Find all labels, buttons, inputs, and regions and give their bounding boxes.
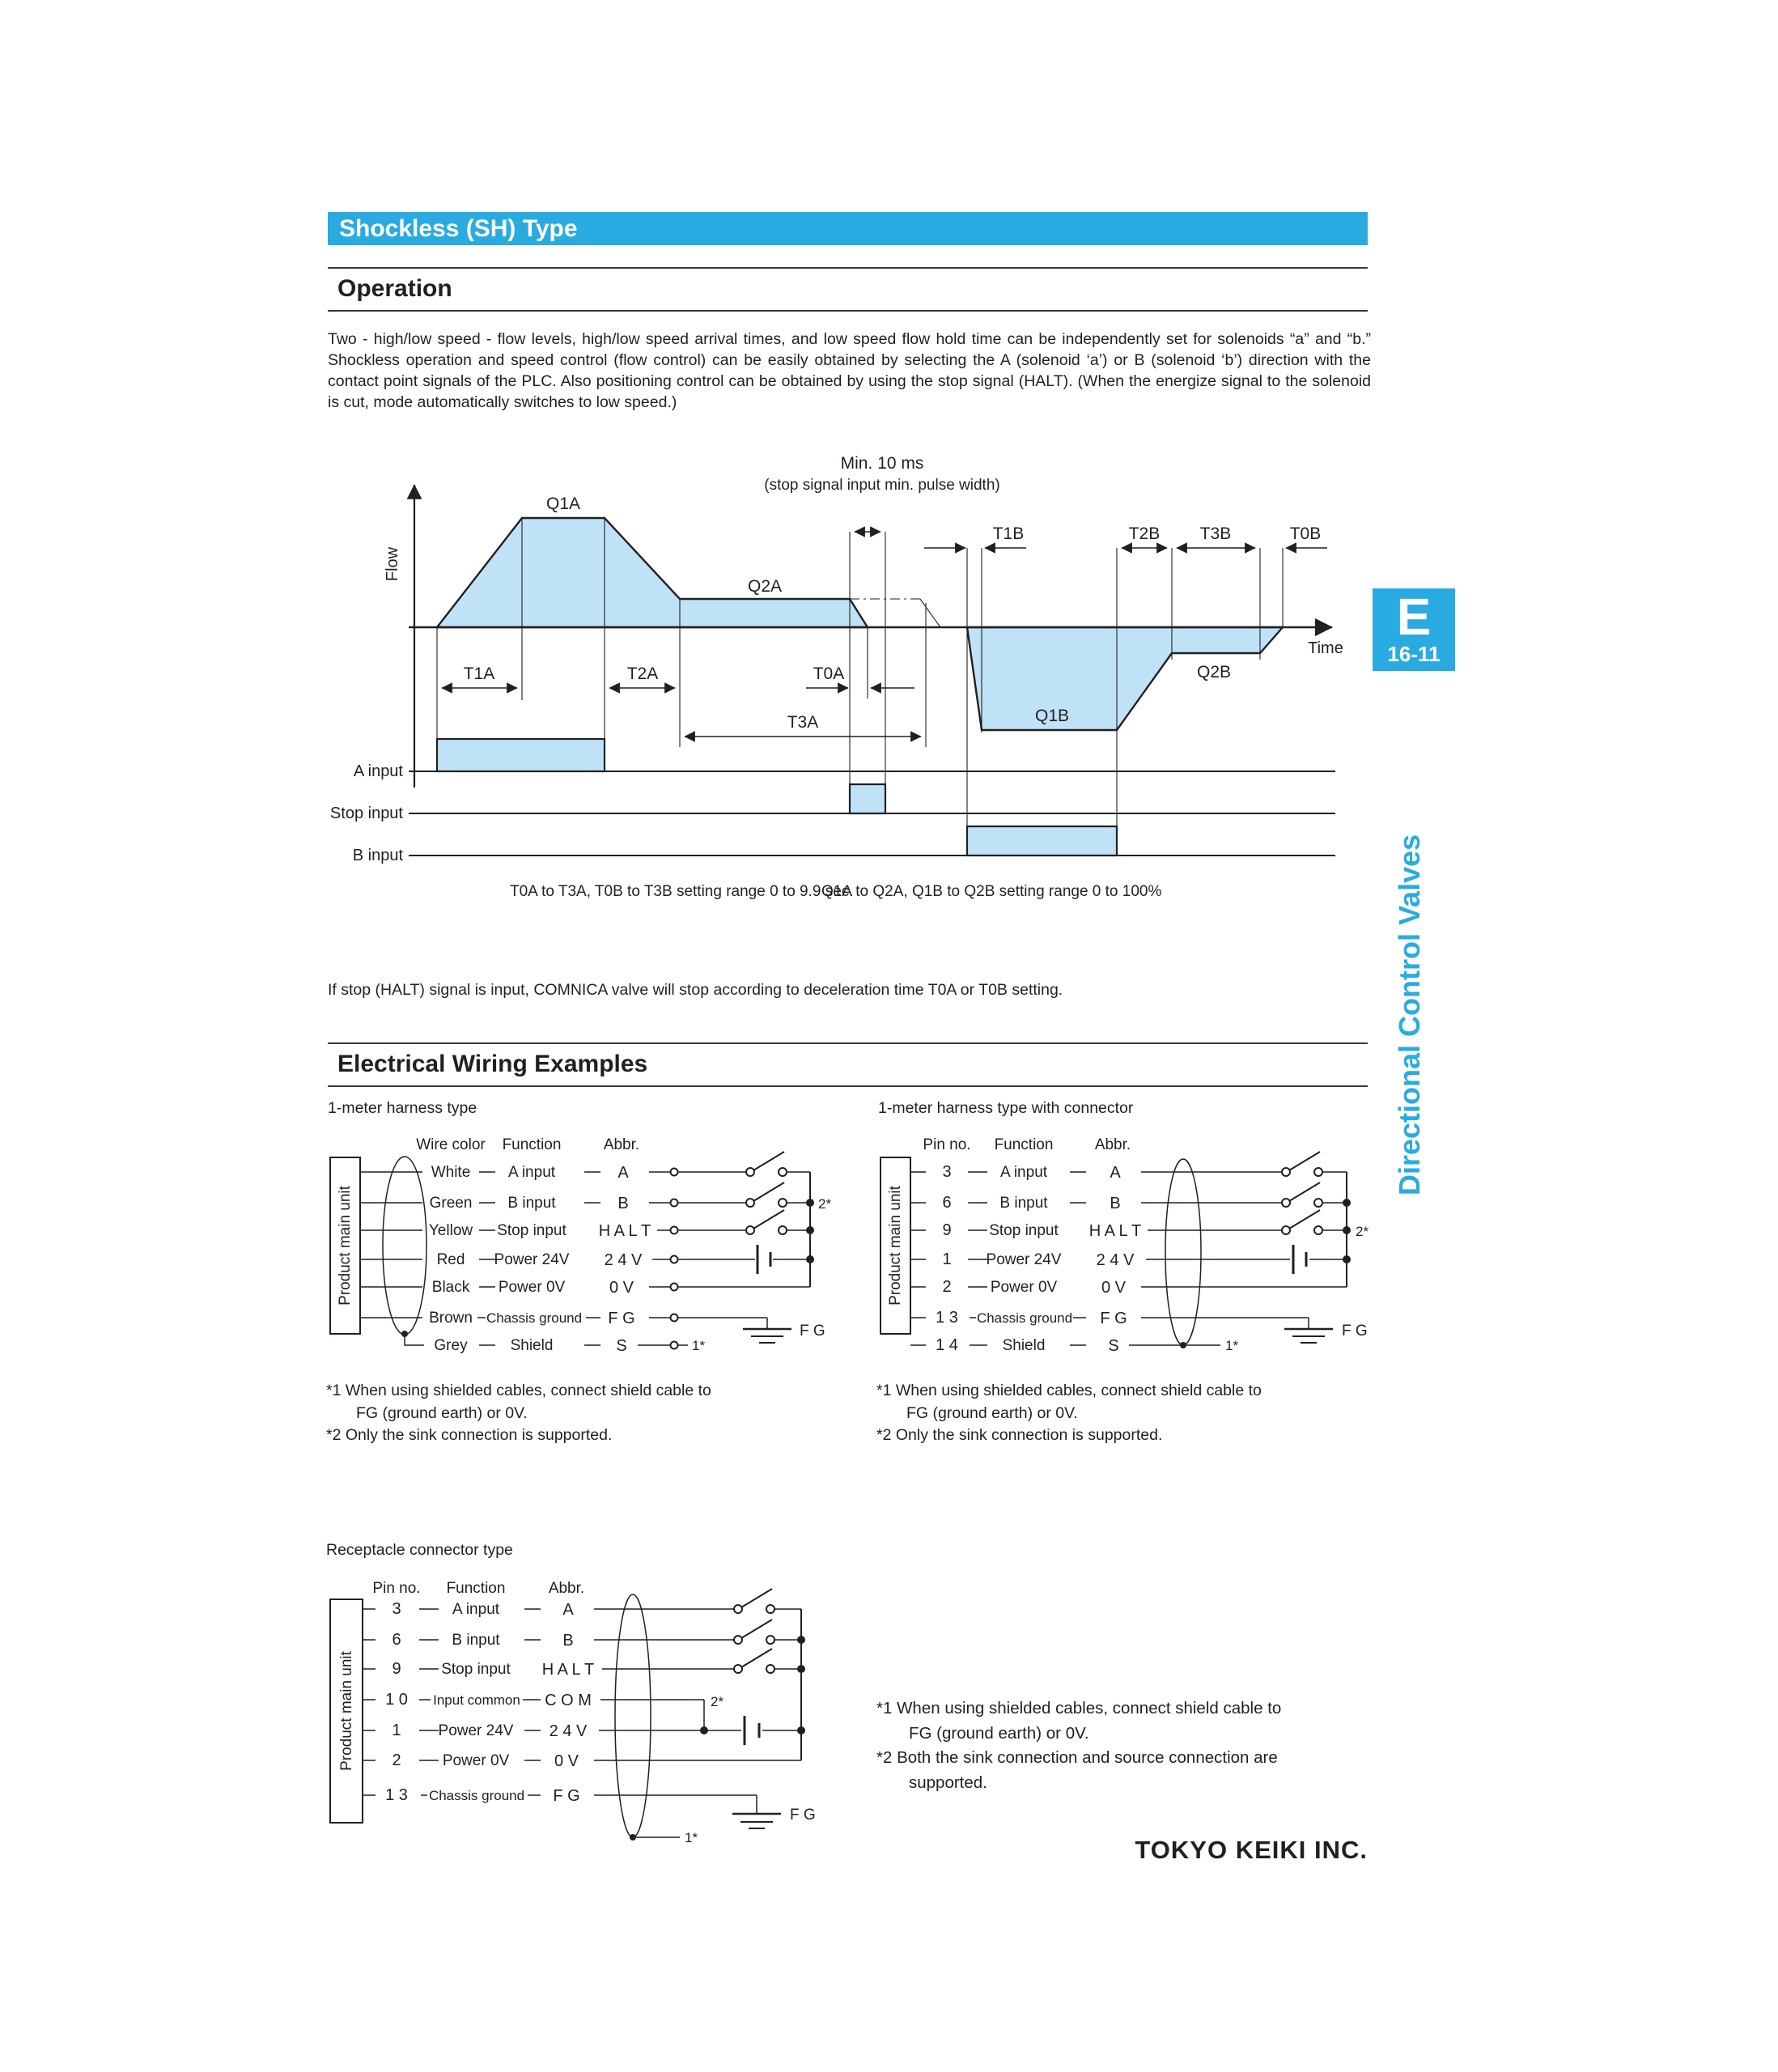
flow-axis-label: Flow [384,546,401,582]
timing-caption-right: Q1A to Q2A, Q1B to Q2B setting range 0 to 100% [821,883,1162,900]
operation-heading: Operation [328,267,1368,312]
d2-fg-label: F G [1342,1323,1368,1340]
d2-pin: 6 [942,1194,952,1212]
harness-connector-wiring-diagram [874,1133,1408,1376]
d3-battery-symbol [745,1716,759,1745]
d1-function: A input [507,1164,556,1181]
d2-abbr: A [1110,1164,1121,1182]
d3-ground-symbol [732,1814,781,1828]
d2-abbr: 2 4 V [1096,1251,1135,1269]
harness-connector-title: 1-meter harness type with connector [878,1099,1134,1117]
d3-function: A input [452,1601,500,1618]
d2-switch-symbols [1282,1152,1322,1234]
d1-function: Power 24V [494,1251,570,1268]
d2-function: Power 24V [986,1251,1062,1268]
d3-abbr: F G [553,1787,580,1805]
d1-col2-header: Function [502,1136,562,1153]
q2b-label: Q2B [1196,663,1232,681]
note-line: *2 Only the sink connection is supported. [326,1426,613,1444]
d3-function: Chassis ground [428,1788,525,1803]
d2-battery-symbol [1293,1245,1306,1274]
d1-terminal-circles [671,1169,678,1349]
d3-ref1-marker: 1* [685,1830,698,1845]
q1b-label: Q1B [1034,707,1070,725]
receptacle-notes [876,1696,1394,1795]
d2-pin: 1 3 [936,1309,958,1327]
intro-paragraph: Two - high/low speed - flow levels, high/low speed arrival times, and low speed flow hold time can be independently set for solenoids “a” and “b.” Shockless operation and speed control (flow control) can be easily obtained by selecting the A (solenoid ‘a’) or B (solenoid ‘b’) direction with the contact point signals of the PLC. Also positioning control can be obtained by using the stop signal (HALT). (When the energize signal to the solenoid is cut, mode automatically switches to low speed.) [328,330,1371,411]
d2-abbr: 0 V [1101,1279,1127,1297]
d1-wirecolor: Red [436,1251,465,1268]
t2b-label: T2B [1128,524,1161,543]
receptacle-title: Receptacle connector type [326,1541,513,1559]
d2-pin: 2 [942,1278,952,1296]
d3-function: Stop input [441,1661,511,1678]
d3-col3-header: Abbr. [548,1580,585,1597]
d3-junction-dots [630,1636,805,1841]
d2-col1-header: Pin no. [923,1136,971,1153]
d1-wirecolor: Black [431,1279,470,1296]
d3-col1-header: Pin no. [372,1580,421,1597]
harness-connector-notes [876,1380,1394,1447]
d3-pin: 3 [392,1600,401,1618]
d2-abbr: B [1110,1195,1121,1212]
t0b-label: T0B [1289,524,1322,543]
note-line: *1 When using shielded cables, connect shield cable to [876,1382,1262,1399]
d1-wire-lines [360,1172,810,1345]
section-tab-category: Directional Control Valves [1393,834,1426,1195]
d3-pin: 1 0 [385,1691,408,1709]
d3-abbr: C O M [545,1692,592,1709]
d1-function: Shield [510,1337,554,1354]
section-header-bar: Shockless (SH) Type [328,212,1368,245]
min-pulse-line1: Min. 10 ms [840,454,924,473]
d1-wirecolor: White [431,1164,471,1181]
section-tab [1373,588,1455,671]
d3-abbr: 2 4 V [549,1722,588,1740]
d2-pin: 9 [942,1221,952,1239]
d2-pin: 3 [942,1163,952,1181]
d2-col3-header: Abbr. [1094,1136,1131,1153]
d1-wirecolor: Green [429,1195,473,1212]
note-line: FG (ground earth) or 0V. [906,1403,1078,1422]
note-line: supported. [909,1773,987,1792]
d1-function: Chassis ground [486,1310,583,1326]
d2-abbr: F G [1100,1310,1127,1327]
d3-pin: 2 [392,1751,401,1769]
d3-pin: 9 [392,1660,401,1678]
note-line: *2 Both the sink connection and source connection are [876,1748,1278,1767]
d1-abbr: F G [608,1310,635,1327]
d1-wirecolor: Grey [434,1337,468,1354]
d1-function: Power 0V [498,1279,566,1296]
d2-ground-symbol [1284,1329,1333,1343]
d1-abbr: H A L T [598,1222,651,1240]
t2a-label: T2A [626,664,659,683]
d1-col3-header: Abbr. [603,1136,640,1153]
d2-function: Chassis ground [976,1310,1073,1326]
receptacle-wiring-diagram [324,1578,874,1870]
d2-function: Stop input [989,1222,1059,1239]
d1-ref1-marker: 1* [692,1338,706,1353]
d2-abbr: S [1108,1337,1119,1355]
d3-pin: 1 3 [385,1786,408,1804]
halt-note: If stop (HALT) signal is input, COMNICA valve will stop according to deceleration time T0A or T0B setting. [328,981,1063,999]
d1-col1-header: Wire color [416,1136,486,1153]
d2-function: Power 0V [990,1279,1058,1296]
d1-abbr: A [617,1164,629,1182]
d3-function: Input common [433,1692,520,1708]
q1a-label: Q1A [545,495,581,513]
note-line: *1 When using shielded cables, connect shield cable to [326,1382,711,1399]
d1-abbr: 2 4 V [604,1251,643,1269]
d2-pin: 1 4 [936,1336,958,1354]
d1-function: Stop input [497,1222,566,1239]
flow-curve-b-solenoid [967,627,1283,730]
d3-abbr: 0 V [554,1752,579,1770]
d1-function: B input [507,1195,556,1212]
d1-ground-symbol [743,1329,791,1343]
timing-caption-left: T0A to T3A, T0B to T3B setting range 0 to 9.9 sec. [510,883,854,900]
d2-junction-dots [1180,1199,1351,1348]
section-tab-letter: E [1396,588,1432,646]
d3-cable-bundle-ellipse [615,1594,651,1837]
d3-col2-header: Function [446,1580,506,1597]
wiring-heading: Electrical Wiring Examples [328,1042,1368,1087]
d2-ref2-marker: 2* [1356,1224,1369,1239]
input-signal-traces [409,739,1335,856]
d1-switch-symbols [746,1152,787,1234]
note-line: *2 Only the sink connection is supported. [876,1426,1163,1444]
harness-notes [326,1380,844,1447]
a-input-label: A input [353,762,403,780]
time-axis-label: Time [1308,639,1343,657]
d1-fg-label: F G [800,1323,825,1340]
harness-wiring-diagram [324,1133,858,1376]
d3-pin: 1 [392,1722,401,1739]
note-line: *1 When using shielded cables, connect shield cable to [876,1699,1282,1717]
d2-abbr: H A L T [1088,1222,1142,1240]
d2-product-main-unit-label: Product main unit [887,1186,904,1306]
d3-switch-symbols [734,1589,774,1673]
d1-wirecolor: Brown [429,1310,473,1327]
d3-pin: 6 [392,1631,401,1649]
min-pulse-line2: (stop signal input min. pulse width) [764,477,1000,494]
note-line: FG (ground earth) or 0V. [356,1403,528,1422]
d1-abbr: 0 V [609,1279,634,1297]
d3-function: Power 0V [442,1752,510,1769]
d1-product-main-unit-label: Product main unit [337,1186,354,1306]
d2-function: B input [999,1195,1048,1212]
d1-wirecolor: Yellow [428,1222,473,1239]
d1-ref2-marker: 2* [818,1196,832,1212]
d3-abbr: H A L T [541,1661,595,1679]
dimension-arrows-a [442,688,921,737]
d3-abbr: B [562,1632,574,1650]
d2-ref1-marker: 1* [1225,1338,1239,1353]
d1-abbr: B [617,1195,629,1212]
d3-abbr: A [562,1601,574,1619]
flow-curve-a-solenoid [437,518,940,627]
timing-diagram [324,441,1376,943]
d3-fg-label: F G [790,1807,816,1824]
d3-function: Power 24V [438,1722,514,1739]
section-tab-page-number: 16-11 [1387,642,1441,666]
stop-input-label: Stop input [329,805,403,822]
b-input-label: B input [352,847,403,864]
company-logo-text: TOKYO KEIKI INC. [1135,1836,1368,1864]
harness-title: 1-meter harness type [328,1099,477,1117]
t1a-label: T1A [463,664,495,683]
t3b-label: T3B [1199,524,1232,543]
d1-abbr: S [616,1337,627,1355]
t0a-label: T0A [813,664,845,683]
q2a-label: Q2A [747,577,783,596]
d2-pin: 1 [942,1250,952,1268]
d3-function: B input [452,1632,500,1649]
d3-product-main-unit-label: Product main unit [338,1651,355,1771]
d2-function: Shield [1002,1337,1046,1354]
t3a-label: T3A [787,713,819,732]
d1-battery-symbol [757,1245,770,1274]
d2-function: A input [999,1164,1048,1181]
d3-ref2-marker: 2* [711,1694,724,1709]
d2-col2-header: Function [994,1136,1054,1153]
d1-cable-bundle-ellipse [383,1157,426,1335]
t1b-label: T1B [992,524,1025,543]
note-line: FG (ground earth) or 0V. [909,1723,1089,1743]
